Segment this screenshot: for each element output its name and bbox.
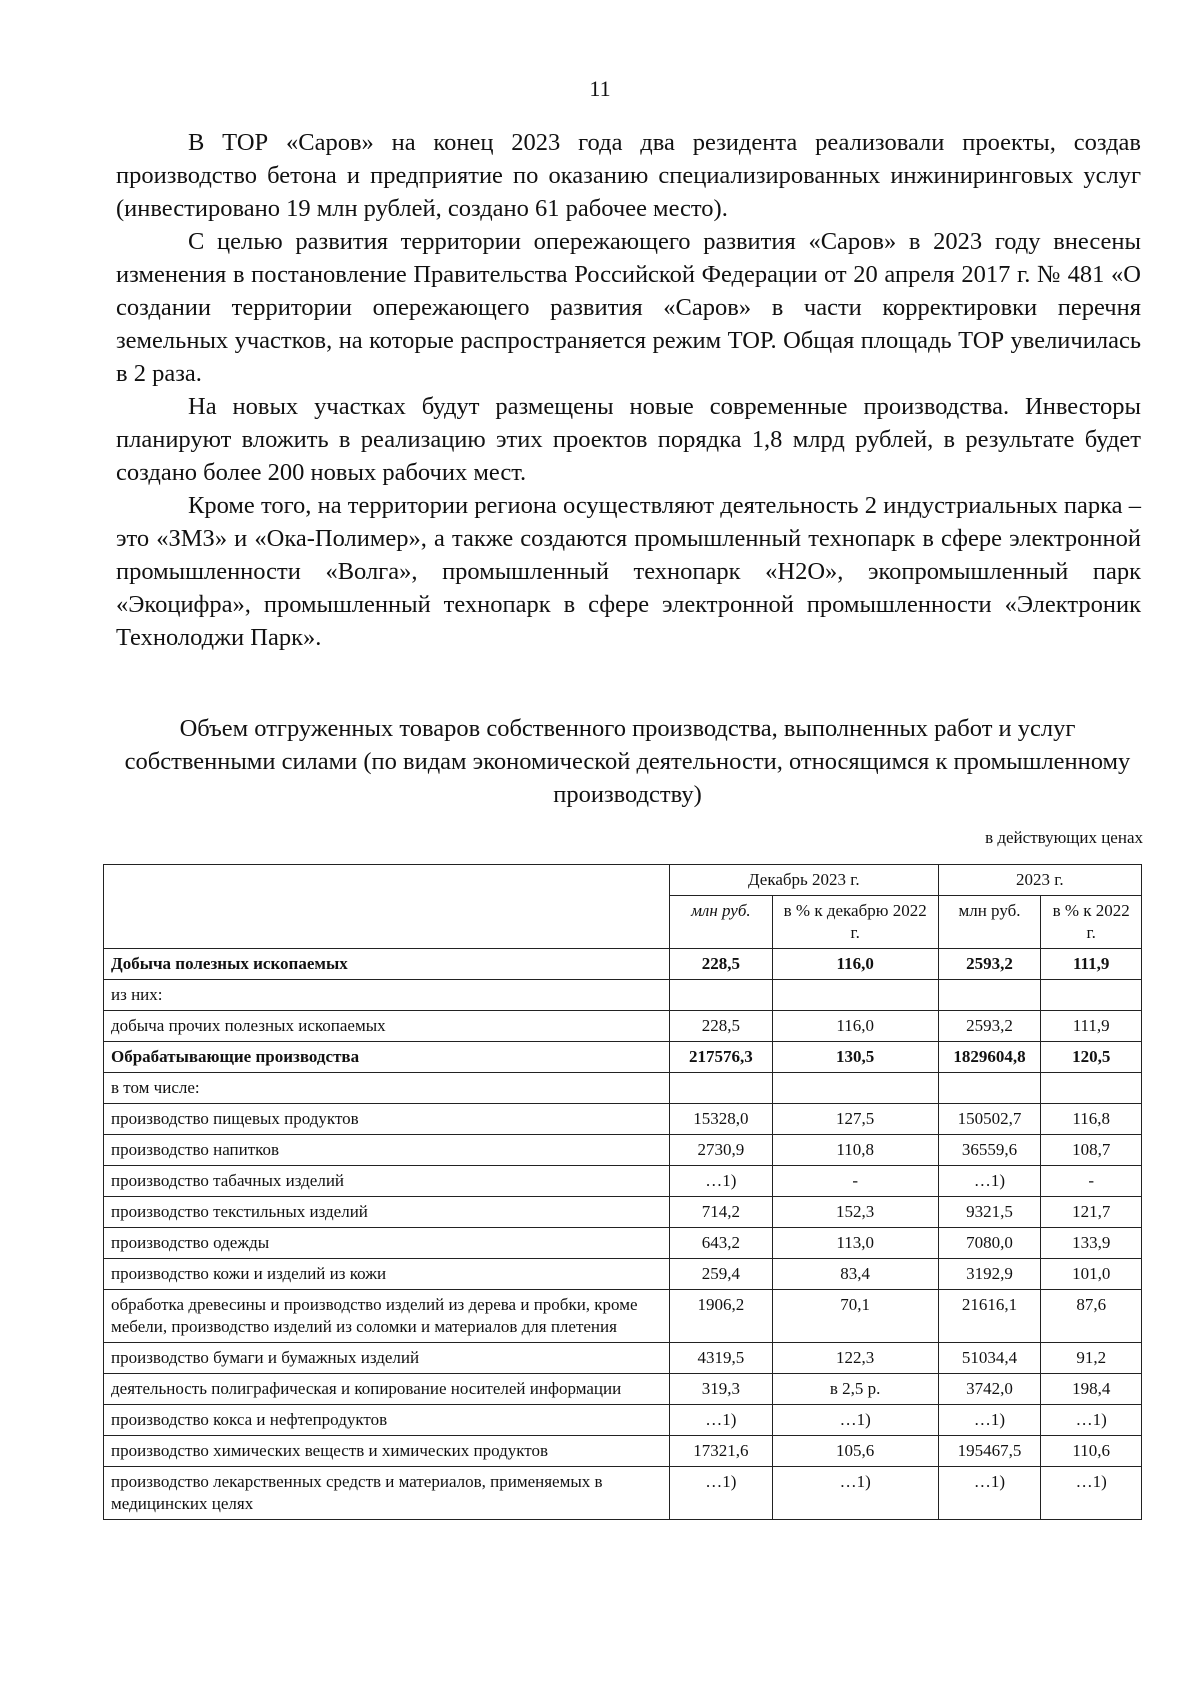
row-value: 7080,0 — [938, 1228, 1041, 1259]
row-label: Обрабатывающие производства — [104, 1042, 670, 1073]
row-value — [772, 1073, 938, 1104]
row-label: производство лекарственных средств и материалов, применяемых в медицинских целях — [104, 1467, 670, 1520]
row-value: 110,8 — [772, 1135, 938, 1166]
table-row — [104, 1166, 1142, 1197]
paragraph: Кроме того, на территории региона осуществляют деятельность 2 индустриальных парка – это «ЗМЗ» и «Ока-Полимер», а также создаются промышленный технопарк в сфере электронной промышленности «Волга», промышленный технопарк «Н2О», экопромышленный парк «Экоцифра», промышленный технопарк в сфере электронной промышленности «Электроник Технолоджи Парк». — [116, 492, 1141, 651]
row-label: Добыча полезных ископаемых — [104, 949, 670, 980]
table-row — [104, 1042, 1142, 1073]
row-value: …1) — [772, 1467, 938, 1520]
row-value: 113,0 — [772, 1228, 938, 1259]
table-row — [104, 1011, 1142, 1042]
table-row — [104, 1197, 1142, 1228]
header-group-year: 2023 г. — [938, 865, 1141, 896]
table-row — [104, 980, 1142, 1011]
row-value: 3192,9 — [938, 1259, 1041, 1290]
row-label: производство напитков — [104, 1135, 670, 1166]
header-blank — [104, 865, 670, 949]
row-value: 714,2 — [669, 1197, 772, 1228]
row-label: деятельность полиграфическая и копирование носителей информации — [104, 1374, 670, 1405]
row-value — [772, 980, 938, 1011]
table-body — [104, 949, 1142, 1520]
row-value — [669, 1073, 772, 1104]
row-value: - — [1041, 1166, 1142, 1197]
row-value: 228,5 — [669, 1011, 772, 1042]
paragraph: В ТОР «Саров» на конец 2023 года два резидента реализовали проекты, создав производство бетона и предприятие по оказанию специализированных инжиниринговых услуг (инвестировано 19 млн рублей, создано 61 рабочее место). — [116, 129, 1141, 222]
row-value: …1) — [938, 1467, 1041, 1520]
row-label: обработка древесины и производство изделий из дерева и пробки, кроме мебели, производство изделий из соломки и материалов для плетения — [104, 1290, 670, 1343]
row-value: 110,6 — [1041, 1436, 1142, 1467]
row-value: 259,4 — [669, 1259, 772, 1290]
row-value: 116,0 — [772, 949, 938, 980]
row-value: …1) — [938, 1405, 1041, 1436]
row-value — [669, 980, 772, 1011]
table-row — [104, 1259, 1142, 1290]
row-value: 121,7 — [1041, 1197, 1142, 1228]
row-value: 105,6 — [772, 1436, 938, 1467]
row-value: 17321,6 — [669, 1436, 772, 1467]
table-row — [104, 1436, 1142, 1467]
row-value: …1) — [1041, 1467, 1142, 1520]
row-value: 101,0 — [1041, 1259, 1142, 1290]
row-value: 1829604,8 — [938, 1042, 1041, 1073]
row-value — [1041, 1073, 1142, 1104]
row-value: 195467,5 — [938, 1436, 1041, 1467]
row-value: в 2,5 р. — [772, 1374, 938, 1405]
row-value: 9321,5 — [938, 1197, 1041, 1228]
row-value: 2730,9 — [669, 1135, 772, 1166]
row-value: 21616,1 — [938, 1290, 1041, 1343]
row-value: - — [772, 1166, 938, 1197]
row-value: 116,8 — [1041, 1104, 1142, 1135]
row-value: 2593,2 — [938, 949, 1041, 980]
table-row — [104, 1228, 1142, 1259]
subheader-pct-year: в % к 2022 г. — [1041, 896, 1142, 949]
row-value: 108,7 — [1041, 1135, 1142, 1166]
row-value: …1) — [669, 1467, 772, 1520]
row-value: 111,9 — [1041, 949, 1142, 980]
row-value: 122,3 — [772, 1343, 938, 1374]
row-value: 1906,2 — [669, 1290, 772, 1343]
row-value: …1) — [669, 1405, 772, 1436]
row-value: …1) — [669, 1166, 772, 1197]
row-value: …1) — [772, 1405, 938, 1436]
row-value: 51034,4 — [938, 1343, 1041, 1374]
table-title: Объем отгруженных товаров собственного производства, выполненных работ и услуг собственными силами (по видам экономической деятельности, относящимся к промышленному производству) — [124, 715, 1131, 808]
body-text — [116, 126, 1141, 654]
row-label: производство кожи и изделий из кожи — [104, 1259, 670, 1290]
table-row — [104, 1467, 1142, 1520]
row-label: производство пищевых продуктов — [104, 1104, 670, 1135]
row-value — [938, 1073, 1041, 1104]
row-label: производство бумаги и бумажных изделий — [104, 1343, 670, 1374]
data-table — [103, 864, 1142, 1520]
row-label: добыча прочих полезных ископаемых — [104, 1011, 670, 1042]
row-value: 4319,5 — [669, 1343, 772, 1374]
table-row — [104, 1405, 1142, 1436]
row-value: 198,4 — [1041, 1374, 1142, 1405]
row-value — [1041, 980, 1142, 1011]
row-value: …1) — [938, 1166, 1041, 1197]
row-value: 36559,6 — [938, 1135, 1041, 1166]
row-value: 91,2 — [1041, 1343, 1142, 1374]
row-value: 228,5 — [669, 949, 772, 980]
row-value: 116,0 — [772, 1011, 938, 1042]
page-number: 11 — [589, 76, 611, 101]
row-value: 130,5 — [772, 1042, 938, 1073]
row-value: 133,9 — [1041, 1228, 1142, 1259]
row-value: 15328,0 — [669, 1104, 772, 1135]
row-value: 70,1 — [772, 1290, 938, 1343]
row-value: 643,2 — [669, 1228, 772, 1259]
header-group-december: Декабрь 2023 г. — [669, 865, 938, 896]
table-row — [104, 1374, 1142, 1405]
row-value: 3742,0 — [938, 1374, 1041, 1405]
row-value: 150502,7 — [938, 1104, 1041, 1135]
row-label: из них: — [104, 980, 670, 1011]
row-label: производство табачных изделий — [104, 1166, 670, 1197]
table-row — [104, 1104, 1142, 1135]
subheader-mln-rub: млн руб. — [938, 896, 1041, 949]
row-value: 83,4 — [772, 1259, 938, 1290]
row-value: 319,3 — [669, 1374, 772, 1405]
table-row — [104, 1290, 1142, 1343]
subheader-pct-dec: в % к декабрю 2022 г. — [772, 896, 938, 949]
row-value: 2593,2 — [938, 1011, 1041, 1042]
table-row — [104, 949, 1142, 980]
row-value: 217576,3 — [669, 1042, 772, 1073]
table-row — [104, 1135, 1142, 1166]
table-row — [104, 1073, 1142, 1104]
row-value: 152,3 — [772, 1197, 938, 1228]
row-value: …1) — [1041, 1405, 1142, 1436]
paragraph: С целью развития территории опережающего развития «Саров» в 2023 году внесены изменения в постановление Правительства Российской Федерации от 20 апреля 2017 г. № 481 «О создании территории опережающего развития «Саров» в части корректировки перечня земельных участков, на которые распространяется режим ТОР. Общая площадь ТОР увеличилась в 2 раза. — [116, 228, 1141, 387]
row-label: в том числе: — [104, 1073, 670, 1104]
units-note: в действующих ценах — [985, 828, 1143, 847]
row-label: производство кокса и нефтепродуктов — [104, 1405, 670, 1436]
row-label: производство одежды — [104, 1228, 670, 1259]
row-value: 120,5 — [1041, 1042, 1142, 1073]
row-value — [938, 980, 1041, 1011]
row-label: производство текстильных изделий — [104, 1197, 670, 1228]
row-label: производство химических веществ и химических продуктов — [104, 1436, 670, 1467]
table-row — [104, 1343, 1142, 1374]
subheader-mln-rub: млн руб. — [669, 896, 772, 949]
row-value: 87,6 — [1041, 1290, 1142, 1343]
row-value: 111,9 — [1041, 1011, 1142, 1042]
paragraph: На новых участках будут размещены новые современные производства. Инвесторы планируют вложить в реализацию этих проектов порядка 1,8 млрд рублей, в результате будет создано более 200 новых рабочих мест. — [116, 393, 1141, 486]
row-value: 127,5 — [772, 1104, 938, 1135]
